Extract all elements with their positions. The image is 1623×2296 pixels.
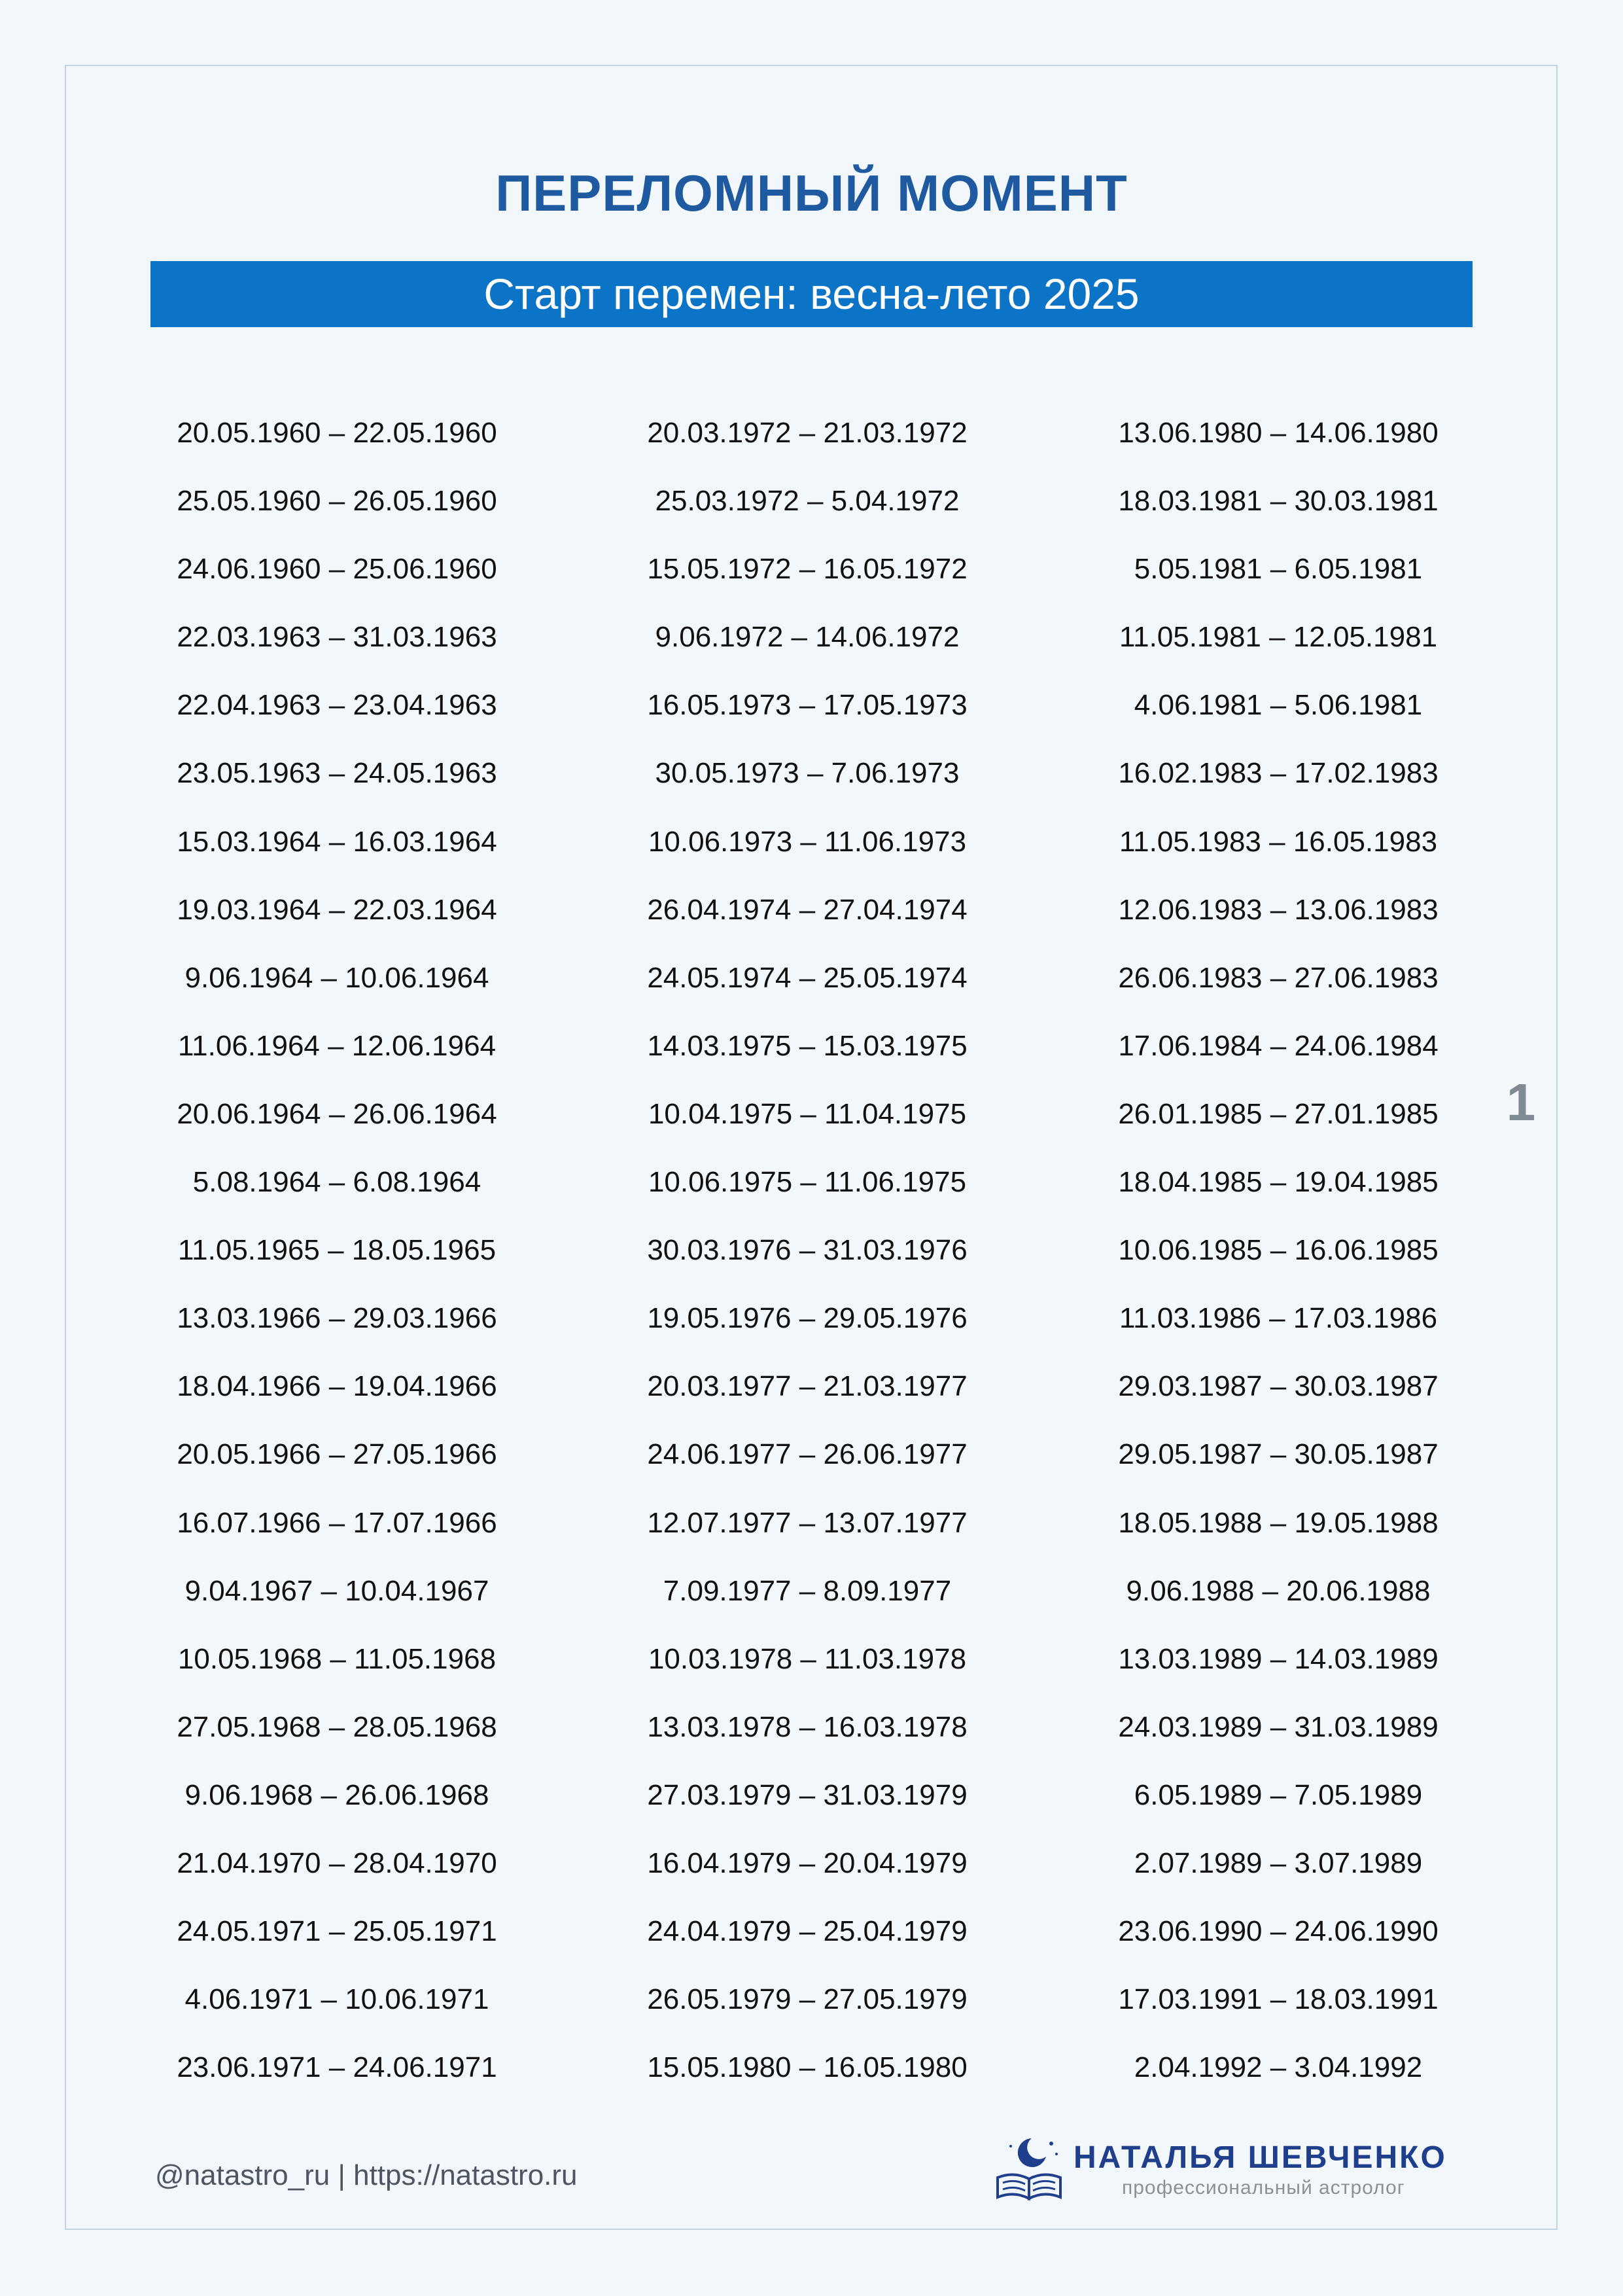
date-range-item: 27.03.1979 – 31.03.1979	[647, 1778, 968, 1811]
brand-name: НАТАЛЬЯ ШЕВЧЕНКО	[1073, 2140, 1447, 2175]
date-range-item: 20.05.1966 – 27.05.1966	[177, 1438, 497, 1471]
date-range-item: 19.03.1964 – 22.03.1964	[177, 893, 497, 926]
date-range-item: 11.03.1986 – 17.03.1986	[1119, 1302, 1438, 1335]
dates-column-3	[1056, 399, 1501, 2102]
date-range-item: 24.06.1977 – 26.06.1977	[647, 1438, 968, 1471]
date-range-item: 2.04.1992 – 3.04.1992	[1134, 2051, 1423, 2084]
date-range-item: 29.03.1987 – 30.03.1987	[1118, 1370, 1439, 1403]
date-range-item: 24.06.1960 – 25.06.1960	[177, 553, 497, 586]
date-range-item: 26.04.1974 – 27.04.1974	[647, 893, 968, 926]
date-range-item: 20.06.1964 – 26.06.1964	[177, 1097, 497, 1130]
brand-subtitle: профессиональный астролог	[1122, 2177, 1405, 2199]
date-range-item: 15.05.1980 – 16.05.1980	[647, 2051, 968, 2084]
date-range-item: 4.06.1981 – 5.06.1981	[1134, 689, 1423, 722]
date-range-item: 9.06.1964 – 10.06.1964	[184, 961, 489, 994]
date-range-item: 24.05.1971 – 25.05.1971	[177, 1915, 497, 1948]
date-range-item: 9.06.1968 – 26.06.1968	[184, 1778, 489, 1811]
date-range-item: 14.03.1975 – 15.03.1975	[647, 1029, 968, 1062]
date-range-item: 5.05.1981 – 6.05.1981	[1134, 553, 1423, 586]
date-range-item: 9.04.1967 – 10.04.1967	[184, 1574, 489, 1607]
date-range-item: 15.03.1964 – 16.03.1964	[177, 825, 497, 858]
date-range-item: 29.05.1987 – 30.05.1987	[1118, 1438, 1439, 1471]
date-range-item: 23.06.1971 – 24.06.1971	[177, 2051, 497, 2084]
date-range-item: 16.02.1983 – 17.02.1983	[1118, 757, 1439, 790]
date-range-item: 7.09.1977 – 8.09.1977	[663, 1574, 952, 1607]
date-range-item: 9.06.1972 – 14.06.1972	[655, 621, 960, 654]
date-range-item: 13.03.1978 – 16.03.1978	[647, 1710, 968, 1743]
date-range-item: 17.06.1984 – 24.06.1984	[1118, 1029, 1439, 1062]
date-range-item: 25.03.1972 – 5.04.1972	[655, 485, 960, 518]
date-range-item: 24.05.1974 – 25.05.1974	[647, 961, 968, 994]
date-range-item: 25.05.1960 – 26.05.1960	[177, 485, 497, 518]
date-range-item: 11.06.1964 – 12.06.1964	[177, 1029, 497, 1062]
astrologer-book-moon-icon	[991, 2134, 1070, 2206]
date-range-item: 12.06.1983 – 13.06.1983	[1118, 893, 1439, 926]
date-range-item: 23.05.1963 – 24.05.1963	[177, 757, 497, 790]
date-range-item: 12.07.1977 – 13.07.1977	[647, 1506, 968, 1539]
brand-block	[991, 2134, 1488, 2206]
date-range-item: 18.03.1981 – 30.03.1981	[1118, 485, 1439, 518]
dates-column-1	[114, 399, 559, 2102]
date-range-item: 21.04.1970 – 28.04.1970	[177, 1846, 497, 1879]
date-range-item: 13.03.1966 – 29.03.1966	[177, 1302, 497, 1335]
dates-column-2	[585, 399, 1030, 2102]
date-range-item: 16.04.1979 – 20.04.1979	[647, 1846, 968, 1879]
date-range-item: 9.06.1988 – 20.06.1988	[1126, 1574, 1431, 1607]
date-range-item: 26.06.1983 – 27.06.1983	[1118, 961, 1439, 994]
date-range-item: 23.06.1990 – 24.06.1990	[1118, 1915, 1439, 1948]
page-number: 1	[1506, 1073, 1536, 1131]
date-range-item: 26.05.1979 – 27.05.1979	[647, 1983, 968, 2016]
date-range-item: 22.04.1963 – 23.04.1963	[177, 689, 497, 722]
date-range-item: 24.04.1979 – 25.04.1979	[647, 1915, 968, 1948]
date-range-item: 22.03.1963 – 31.03.1963	[177, 621, 497, 654]
date-range-item: 10.04.1975 – 11.04.1975	[648, 1097, 967, 1130]
date-range-item: 10.06.1985 – 16.06.1985	[1118, 1234, 1439, 1267]
date-range-item: 10.05.1968 – 11.05.1968	[177, 1642, 497, 1675]
date-range-item: 6.05.1989 – 7.05.1989	[1134, 1778, 1423, 1811]
date-range-item: 11.05.1983 – 16.05.1983	[1119, 825, 1438, 858]
date-range-item: 16.05.1973 – 17.05.1973	[647, 689, 968, 722]
date-range-item: 20.05.1960 – 22.05.1960	[177, 417, 497, 449]
date-range-item: 10.06.1973 – 11.06.1973	[648, 825, 967, 858]
date-range-item: 20.03.1977 – 21.03.1977	[647, 1370, 968, 1403]
date-range-item: 30.05.1973 – 7.06.1973	[655, 757, 960, 790]
date-range-item: 13.06.1980 – 14.06.1980	[1118, 417, 1439, 449]
date-range-item: 30.03.1976 – 31.03.1976	[647, 1234, 968, 1267]
date-range-item: 17.03.1991 – 18.03.1991	[1118, 1983, 1439, 2016]
date-range-item: 18.04.1985 – 19.04.1985	[1118, 1166, 1439, 1199]
page-title: ПЕРЕЛОМНЫЙ МОМЕНТ	[495, 164, 1128, 222]
date-range-item: 11.05.1981 – 12.05.1981	[1119, 621, 1438, 654]
date-range-item: 5.08.1964 – 6.08.1964	[192, 1166, 481, 1199]
date-range-item: 20.03.1972 – 21.03.1972	[647, 417, 968, 449]
date-range-item: 24.03.1989 – 31.03.1989	[1118, 1710, 1439, 1743]
date-range-item: 18.04.1966 – 19.04.1966	[177, 1370, 497, 1403]
date-range-item: 4.06.1971 – 10.06.1971	[184, 1983, 489, 2016]
date-range-item: 16.07.1966 – 17.07.1966	[177, 1506, 497, 1539]
date-range-item: 26.01.1985 – 27.01.1985	[1118, 1097, 1439, 1130]
date-range-item: 18.05.1988 – 19.05.1988	[1118, 1506, 1439, 1539]
date-range-item: 2.07.1989 – 3.07.1989	[1134, 1846, 1423, 1879]
footer-contacts: @natastro_ru | https://natastro.ru	[155, 2159, 578, 2191]
date-range-item: 10.06.1975 – 11.06.1975	[648, 1166, 967, 1199]
date-range-item: 19.05.1976 – 29.05.1976	[647, 1302, 968, 1335]
subtitle-banner: Старт перемен: весна-лето 2025	[150, 261, 1473, 327]
date-range-item: 11.05.1965 – 18.05.1965	[177, 1234, 497, 1267]
date-range-item: 13.03.1989 – 14.03.1989	[1118, 1642, 1439, 1675]
date-range-item: 27.05.1968 – 28.05.1968	[177, 1710, 497, 1743]
date-range-item: 15.05.1972 – 16.05.1972	[647, 553, 968, 586]
date-range-item: 10.03.1978 – 11.03.1978	[648, 1642, 967, 1675]
